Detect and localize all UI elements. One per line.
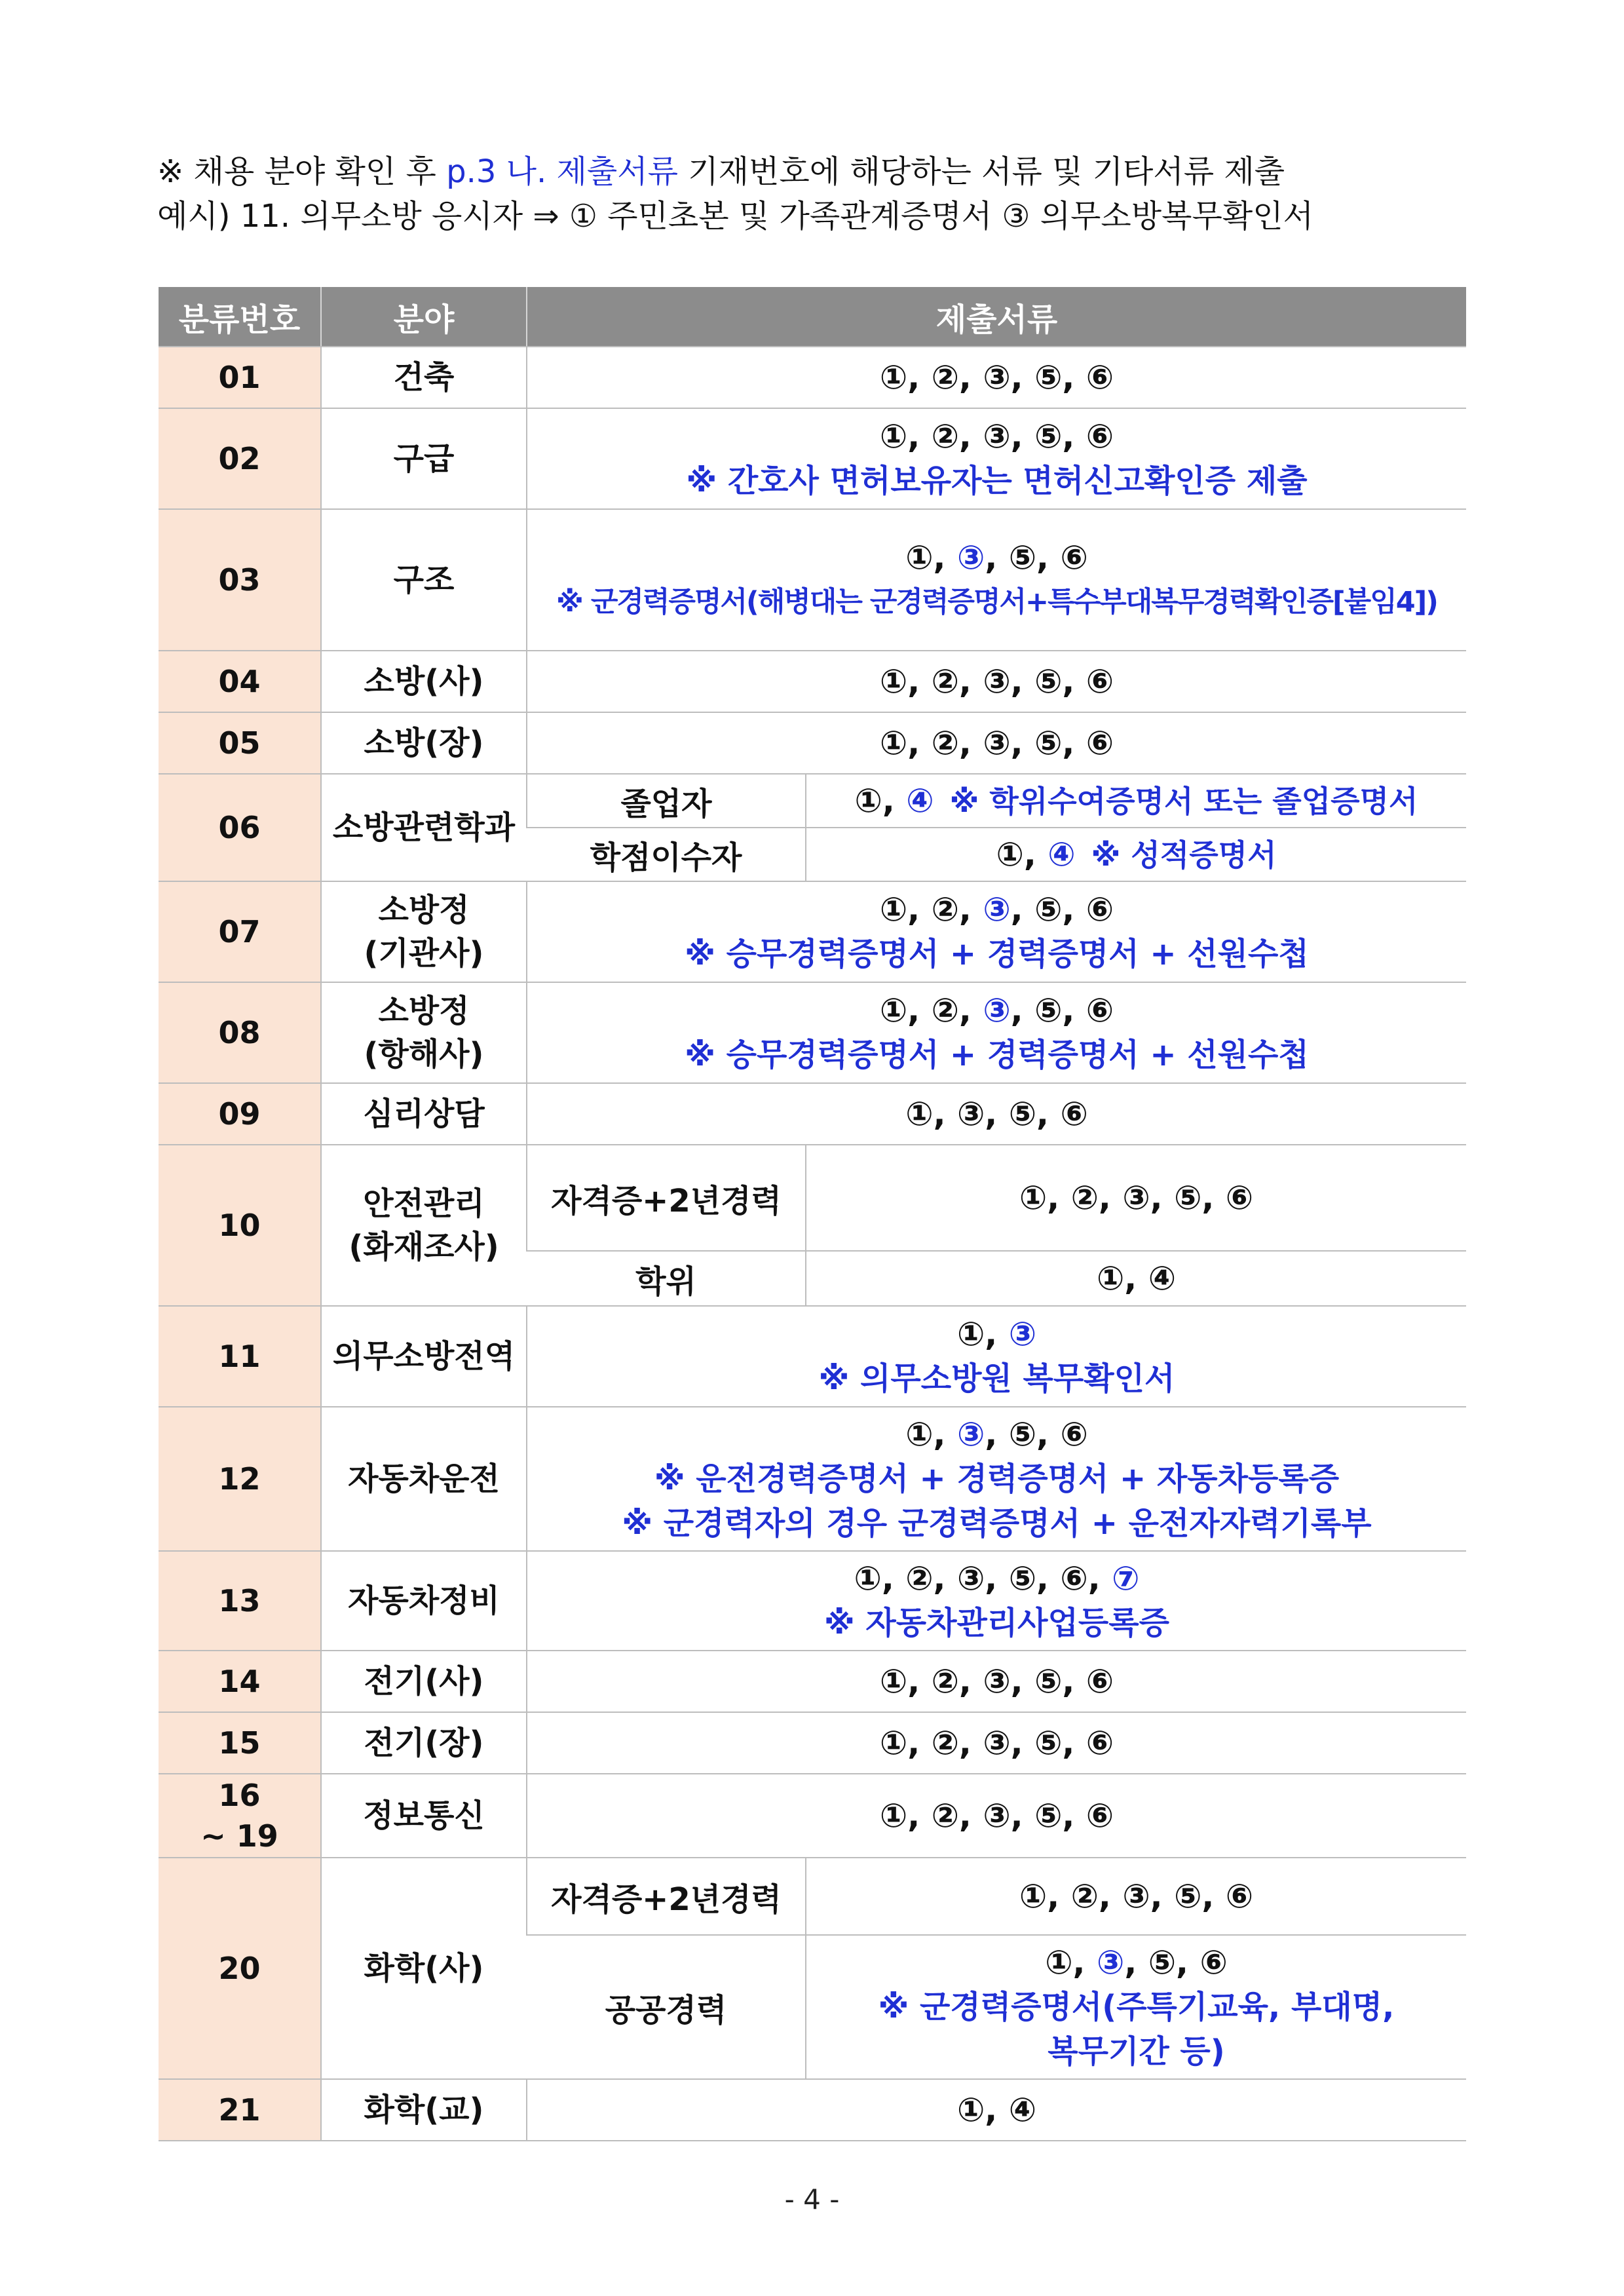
intro-line-1: [157, 148, 1467, 195]
row-number: 11: [159, 1306, 321, 1407]
row-field: 소방(장): [321, 712, 527, 774]
row-field: 정보통신: [321, 1774, 527, 1858]
row-documents: ①, ④: [527, 2079, 1466, 2141]
row-field: 심리상담: [321, 1083, 527, 1145]
sub-category: 졸업자: [527, 774, 806, 828]
row-documents: ①, ④: [806, 1251, 1466, 1306]
row-number: 01: [159, 347, 321, 408]
row-documents: [527, 1551, 1466, 1651]
table-row: [159, 1551, 1466, 1651]
row-field: 화학(교): [321, 2079, 527, 2141]
row-documents: ①, ③, ⑤, ⑥: [527, 1083, 1466, 1145]
documents-list: ①, ②, ③, ⑤, ⑥: [879, 890, 1114, 928]
row-field: 의무소방전역: [321, 1306, 527, 1407]
table-header-row: [159, 287, 1466, 347]
sub-category: 학위: [527, 1251, 806, 1306]
row-documents: [527, 1407, 1466, 1551]
row-documents: ①, ②, ③, ⑤, ⑥: [527, 1651, 1466, 1712]
row-number: 21: [159, 2079, 321, 2141]
row-documents: ①, ②, ③, ⑤, ⑥: [527, 347, 1466, 408]
intro-line-2: 예시) 11. 의무소방 응시자 ⇒ ① 주민초본 및 가족관계증명서 ③ 의무소방복무확인서: [157, 198, 1313, 235]
row-note: ※ 승무경력증명서 + 경력증명서 + 선원수첩: [685, 1037, 1309, 1073]
table-row: [159, 1407, 1466, 1551]
table-row: [159, 1774, 1466, 1858]
highlighted-document: ③: [983, 991, 1011, 1029]
row-number: 05: [159, 712, 321, 774]
row-documents: ①, ②, ③, ⑤, ⑥: [806, 1858, 1466, 1935]
row-documents: [527, 509, 1466, 651]
row-number: 06: [159, 774, 321, 881]
row-number: 02: [159, 408, 321, 509]
row-documents: ①, ②, ③, ⑤, ⑥: [527, 1774, 1466, 1858]
row-note: ※ 군경력자의 경우 군경력증명서 + 운전자자력기록부: [622, 1505, 1372, 1542]
row-note: ※ 운전경력증명서 + 경력증명서 + 자동차등록증: [654, 1461, 1340, 1497]
intro-reference: p.3 나. 제출서류: [446, 153, 678, 190]
documents-list: ①, ③, ⑤, ⑥: [905, 539, 1088, 577]
table-row: [159, 509, 1466, 651]
row-note: ※ 의무소방원 복무확인서: [818, 1360, 1175, 1397]
row-field: 안전관리 (화재조사): [321, 1145, 527, 1306]
row-documents: [527, 1306, 1466, 1407]
row-documents: ①, ②, ③, ⑤, ⑥: [806, 1145, 1466, 1251]
row-note: 복무기간 등): [1048, 2033, 1225, 2070]
documents-list: ①, ②, ③, ⑤, ⑥, ⑦: [854, 1559, 1140, 1598]
table-row: [159, 1858, 1466, 1935]
row-field: 소방정 (기관사): [321, 881, 527, 982]
highlighted-document: ③: [1008, 1315, 1037, 1353]
page-number: - 4 -: [784, 2183, 840, 2215]
sub-category: 자격증+2년경력: [527, 1858, 806, 1935]
table-row: [159, 982, 1466, 1083]
row-field: 건축: [321, 347, 527, 408]
table-row: [159, 408, 1466, 509]
table-row: [159, 1651, 1466, 1712]
row-note: ※ 군경력증명서(주특기교육, 부대명,: [878, 1989, 1395, 2025]
row-number: 15: [159, 1712, 321, 1774]
row-number: 16 ~ 19: [159, 1774, 321, 1858]
row-field: 자동차운전: [321, 1407, 527, 1551]
row-field: 소방정 (항해사): [321, 982, 527, 1083]
row-number: 08: [159, 982, 321, 1083]
sub-category: 자격증+2년경력: [527, 1145, 806, 1251]
highlighted-document: ⑦: [1112, 1559, 1140, 1598]
table-row: [159, 1712, 1466, 1774]
row-number: 03: [159, 509, 321, 651]
documents-list: ①, ②, ③, ⑤, ⑥: [879, 991, 1114, 1029]
intro-suffix: 기재번호에 해당하는 서류 및 기타서류 제출: [677, 153, 1285, 190]
row-note: ※ 승무경력증명서 + 경력증명서 + 선원수첩: [685, 936, 1309, 972]
row-number: 13: [159, 1551, 321, 1651]
row-field: 구조: [321, 509, 527, 651]
table-row: [159, 774, 1466, 828]
row-documents: [527, 408, 1466, 509]
row-note: ※ 간호사 면허보유자는 면허신고확인증 제출: [686, 463, 1308, 499]
highlighted-document: ④: [906, 781, 934, 820]
row-note: ※ 성적증명서: [1091, 837, 1277, 873]
documents-list: ①, ③: [956, 1315, 1037, 1353]
highlighted-document: ③: [956, 539, 985, 577]
header-documents: 제출서류: [527, 287, 1466, 347]
row-documents: ①, ②, ③, ⑤, ⑥: [527, 651, 1466, 712]
highlighted-document: ③: [956, 1415, 985, 1453]
highlighted-document: ④: [1048, 835, 1076, 873]
row-field: 소방(사): [321, 651, 527, 712]
row-documents: [527, 982, 1466, 1083]
table-row: [159, 2079, 1466, 2141]
row-field: 전기(사): [321, 1651, 527, 1712]
table-row: [159, 1083, 1466, 1145]
row-field: 화학(사): [321, 1858, 527, 2079]
table-row: [159, 1306, 1466, 1407]
row-field: 구급: [321, 408, 527, 509]
row-number: 20: [159, 1858, 321, 2079]
row-note: ※ 자동차관리사업등록증: [823, 1605, 1170, 1641]
documents-list: ①, ②, ③, ⑤, ⑥: [879, 417, 1114, 455]
row-field: 소방관련학과: [321, 774, 527, 881]
header-category-number: 분류번호: [159, 287, 321, 347]
row-number: 09: [159, 1083, 321, 1145]
sub-category: 학점이수자: [527, 828, 806, 881]
header-field: 분야: [321, 287, 527, 347]
row-number: 10: [159, 1145, 321, 1306]
row-number: 12: [159, 1407, 321, 1551]
row-documents: ①, ④ ※ 학위수여증명서 또는 졸업증명서: [806, 774, 1466, 828]
row-note: ※ 학위수여증명서 또는 졸업증명서: [949, 783, 1418, 819]
highlighted-document: ③: [1096, 1943, 1125, 1981]
row-documents: [806, 1935, 1466, 2079]
row-field: 전기(장): [321, 1712, 527, 1774]
table-row: [159, 651, 1466, 712]
row-number: 04: [159, 651, 321, 712]
table-row: [159, 881, 1466, 982]
highlighted-document: ③: [983, 890, 1011, 928]
table-row: [159, 1145, 1466, 1251]
row-field: 자동차정비: [321, 1551, 527, 1651]
documents-list: ①, ③, ⑤, ⑥: [905, 1415, 1088, 1453]
sub-category: 공공경력: [527, 1935, 806, 2079]
row-number: 14: [159, 1651, 321, 1712]
row-note: ※ 군경력증명서(해병대는 군경력증명서+특수부대복무경력확인증[붙임4]): [556, 586, 1437, 619]
table-row: [159, 347, 1466, 408]
row-documents: [527, 881, 1466, 982]
row-number: 07: [159, 881, 321, 982]
intro-prefix: ※ 채용 분야 확인 후: [157, 153, 447, 190]
documents-list: ①, ③, ⑤, ⑥: [1045, 1943, 1228, 1981]
row-documents: ①, ②, ③, ⑤, ⑥: [527, 1712, 1466, 1774]
table-row: [159, 712, 1466, 774]
row-documents: ①, ④ ※ 성적증명서: [806, 828, 1466, 881]
documents-table: [159, 287, 1466, 2141]
row-documents: ①, ②, ③, ⑤, ⑥: [527, 712, 1466, 774]
